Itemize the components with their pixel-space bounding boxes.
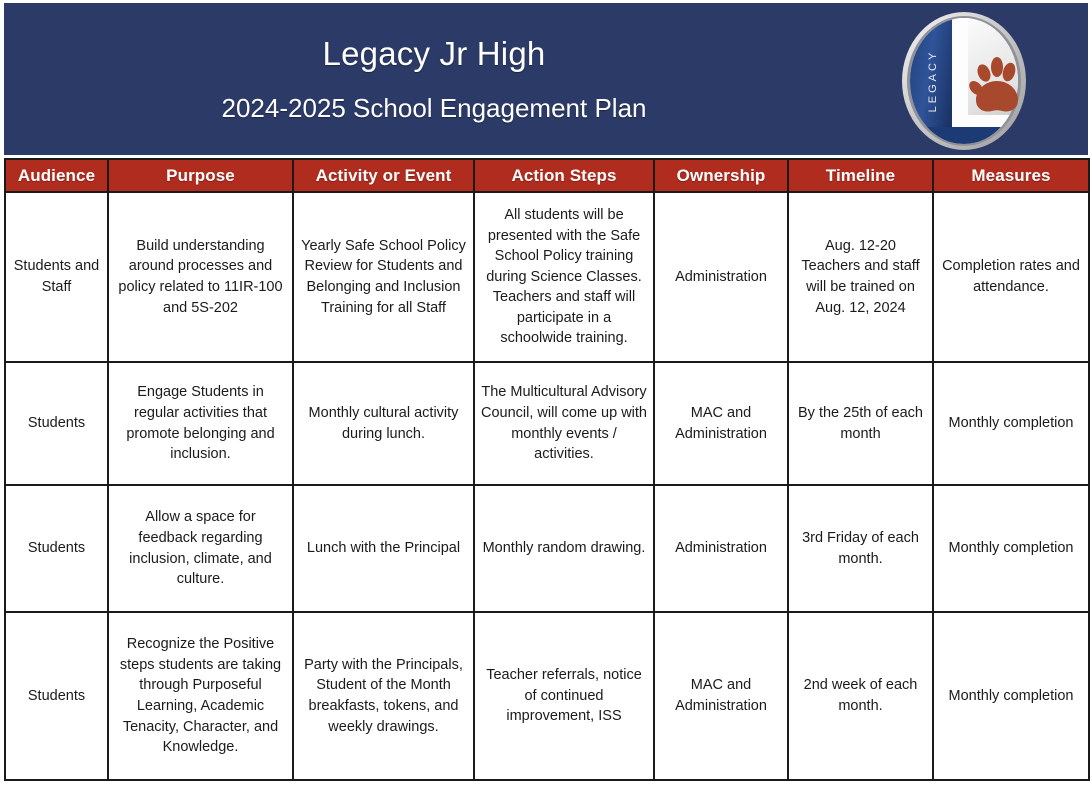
- cell-activity: Lunch with the Principal: [293, 485, 474, 612]
- cell-timeline: Aug. 12-20 Teachers and staff will be trained on Aug. 12, 2024: [788, 192, 933, 362]
- cell-measures: Monthly completion: [933, 612, 1089, 780]
- column-header-measures: Measures: [933, 159, 1089, 192]
- legacy-school-crest-logo: [892, 11, 1036, 151]
- cell-measures: Completion rates and attendance.: [933, 192, 1089, 362]
- cell-timeline: 2nd week of each month.: [788, 612, 933, 780]
- column-header-ownership: Ownership: [654, 159, 788, 192]
- cell-ownership: Administration: [654, 192, 788, 362]
- banner-title-block: [4, 3, 864, 155]
- cell-purpose: Recognize the Positive steps students are taking through Purposeful Learning, Academic Tenacity, Character, and Knowledge.: [108, 612, 293, 780]
- logo-vertical-text: LEGACY: [927, 49, 939, 113]
- cell-timeline: By the 25th of each month: [788, 362, 933, 485]
- cell-activity: Yearly Safe School Policy Review for Students and Belonging and Inclusion Training for all Staff: [293, 192, 474, 362]
- cell-purpose: Allow a space for feedback regarding inclusion, climate, and culture.: [108, 485, 293, 612]
- engagement-plan-table: [4, 158, 1090, 781]
- cell-measures: Monthly completion: [933, 485, 1089, 612]
- cell-action-steps: Teacher referrals, notice of continued improvement, ISS: [474, 612, 654, 780]
- cell-purpose: Build understanding around processes and policy related to 11IR-100 and 5S-202: [108, 192, 293, 362]
- cell-activity: Party with the Principals, Student of the Month breakfasts, tokens, and weekly drawings.: [293, 612, 474, 780]
- table-row: [5, 612, 1089, 780]
- column-header-timeline: Timeline: [788, 159, 933, 192]
- table-header-row: [5, 159, 1089, 192]
- cell-action-steps: Monthly random drawing.: [474, 485, 654, 612]
- cell-ownership: Administration: [654, 485, 788, 612]
- cell-timeline: 3rd Friday of each month.: [788, 485, 933, 612]
- cell-measures: Monthly completion: [933, 362, 1089, 485]
- page-title: Legacy Jr High: [322, 34, 546, 72]
- cell-audience: Students and Staff: [5, 192, 108, 362]
- cell-audience: Students: [5, 612, 108, 780]
- column-header-action: Action Steps: [474, 159, 654, 192]
- column-header-activity: Activity or Event: [293, 159, 474, 192]
- page-subtitle: 2024-2025 School Engagement Plan: [221, 92, 647, 123]
- column-header-audience: Audience: [5, 159, 108, 192]
- cell-audience: Students: [5, 485, 108, 612]
- cell-action-steps: All students will be presented with the Safe School Policy training during Science Classes. Teachers and staff will participate in a schoolwide training.: [474, 192, 654, 362]
- column-header-purpose: Purpose: [108, 159, 293, 192]
- cell-purpose: Engage Students in regular activities that promote belonging and inclusion.: [108, 362, 293, 485]
- cell-ownership: MAC and Administration: [654, 612, 788, 780]
- cell-ownership: MAC and Administration: [654, 362, 788, 485]
- table-row: [5, 192, 1089, 362]
- table-row: [5, 485, 1089, 612]
- cell-audience: Students: [5, 362, 108, 485]
- table-row: [5, 362, 1089, 485]
- page-banner: [4, 3, 1088, 155]
- cell-action-steps: The Multicultural Advisory Council, will come up with monthly events / activities.: [474, 362, 654, 485]
- cell-activity: Monthly cultural activity during lunch.: [293, 362, 474, 485]
